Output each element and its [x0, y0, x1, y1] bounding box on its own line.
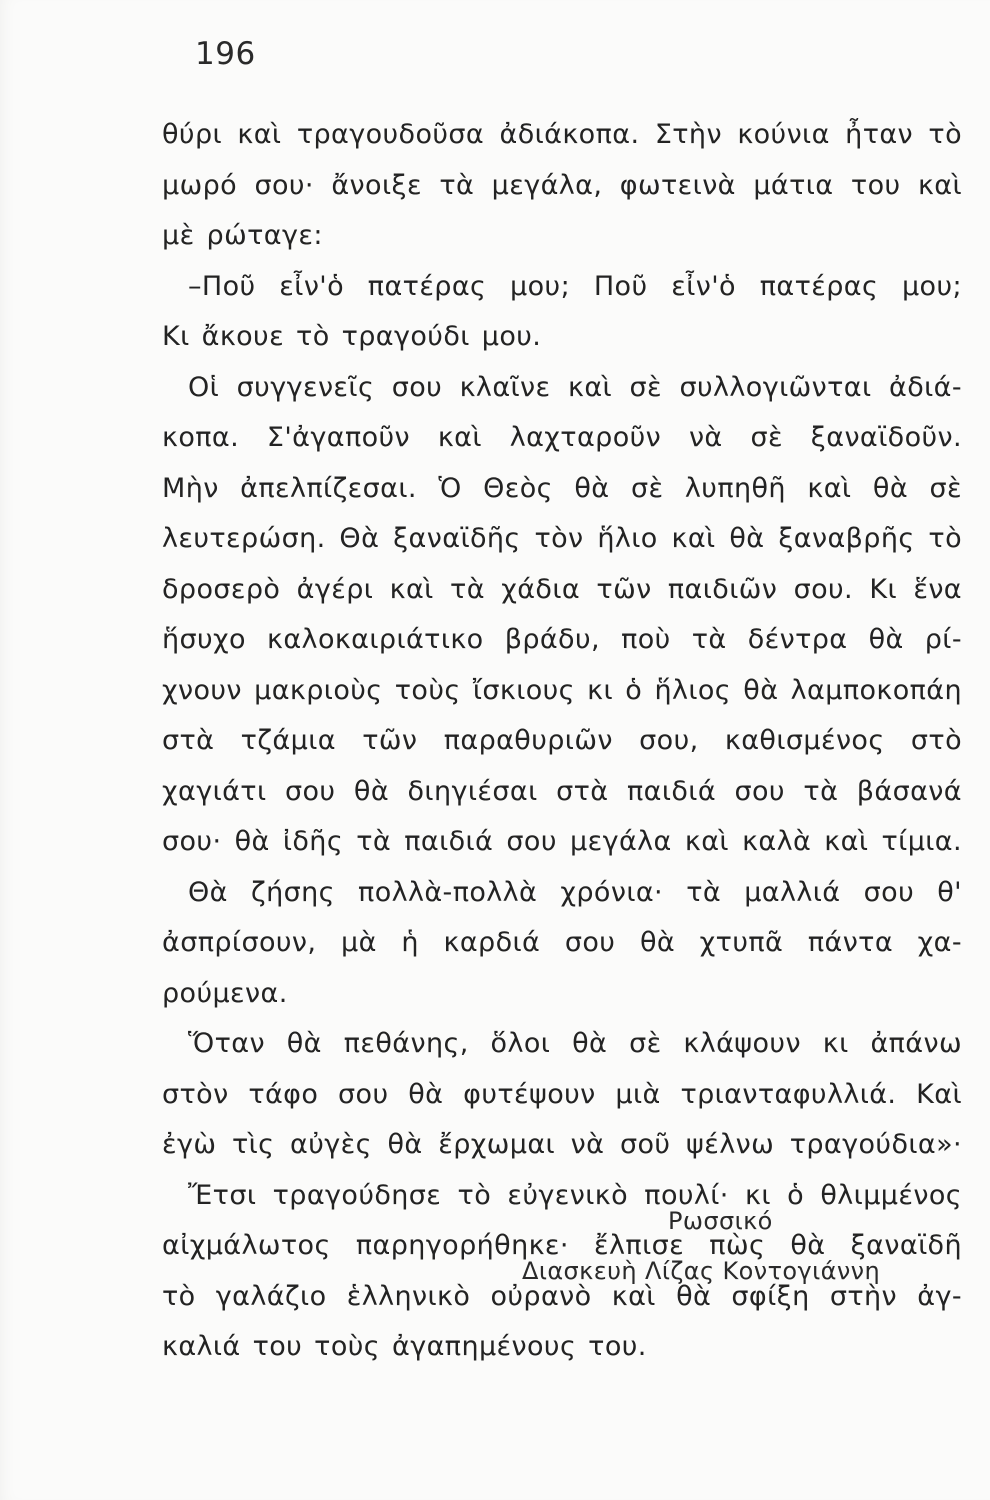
text-line: δροσερὸ ἀγέρι καὶ τὰ χάδια τῶν παιδιῶν σου. Κι ἕνα: [162, 573, 962, 605]
text-line: ἐγὼ τὶς αὐγὲς θὰ ἔρχωμαι νὰ σοῦ ψέλνω τραγούδια»·: [162, 1129, 962, 1160]
text-line: μὲ ρώταγε:: [162, 220, 323, 251]
origin-note: Ρωσσικό: [668, 1207, 773, 1235]
text-line: καλιά του τοὺς ἀγαπημένους του.: [162, 1331, 647, 1362]
text-line: χαγιάτι σου θὰ διηγιέσαι στὰ παιδιά σου τὰ βάσανά: [162, 775, 962, 807]
text-line: μωρό σου· ἄνοιξε τὰ μεγάλα, φωτεινὰ μάτια του καὶ: [162, 169, 962, 201]
text-line: χνουν μακριοὺς τοὺς ἴσκιους κι ὁ ἥλιος θὰ λαμποκοπάη: [162, 674, 962, 706]
text-line: Θὰ ζήσης πολλὰ-πολλὰ χρόνια· τὰ μαλλιά σου θ': [188, 876, 962, 908]
text-line: αἰχμάλωτος παρηγορήθηκε· ἔλπισε πὼς θὰ ξαναϊδῆ: [162, 1230, 962, 1261]
text-line: Ὅταν θὰ πεθάνης, ὅλοι θὰ σὲ κλάψουν κι ἀπάνω: [188, 1028, 962, 1059]
text-line: τὸ γαλάζιο ἑλληνικὸ οὐρανὸ καὶ θὰ σφίξη στὴν ἀγ-: [162, 1280, 962, 1312]
story-text: [162, 110, 962, 1373]
text-line: Μὴν ἀπελπίζεσαι. Ὁ Θεὸς θὰ σὲ λυπηθῆ καὶ θὰ σὲ: [162, 472, 962, 504]
text-line: ἥσυχο καλοκαιριάτικο βράδυ, ποὺ τὰ δέντρα θὰ ρί-: [162, 624, 962, 655]
adaptation-credit: Διασκευὴ Λίζας Κοντογιάννη: [522, 1257, 881, 1285]
text-line: θύρι καὶ τραγουδοῦσα ἀδιάκοπα. Στὴν κούνια ἦταν τὸ: [162, 119, 962, 150]
text-line: στὸν τάφο σου θὰ φυτέψουν μιὰ τριανταφυλλιά. Καὶ: [162, 1078, 962, 1110]
text-line: Κι ἄκουε τὸ τραγούδι μου.: [162, 321, 542, 352]
text-line: ἀσπρίσουν, μὰ ἡ καρδιά σου θὰ χτυπᾶ πάντα χα-: [162, 927, 962, 958]
text-line: Οἱ συγγενεῖς σου κλαῖνε καὶ σὲ συλλογιῶνται ἀδιά-: [188, 371, 962, 403]
text-line: λευτερώση. Θὰ ξαναϊδῆς τὸν ἥλιο καὶ θὰ ξαναβρῆς τὸ: [162, 523, 962, 554]
text-line: στὰ τζάμια τῶν παραθυριῶν σου, καθισμένος στὸ: [162, 725, 962, 756]
text-line: –Ποῦ εἶν'ὁ πατέρας μου; Ποῦ εἶν'ὁ πατέρας μου;: [188, 270, 962, 302]
text-line: Ἔτσι τραγούδησε τὸ εὐγενικὸ πουλί· κι ὁ θλιμμένος: [188, 1179, 962, 1211]
page-number: 196: [195, 36, 256, 72]
text-line: κοπα. Σ'ἀγαποῦν καὶ λαχταροῦν νὰ σὲ ξαναϊδοῦν.: [162, 422, 962, 453]
text-line: ρούμενα.: [162, 977, 288, 1009]
text-line: σου· θὰ ἰδῆς τὰ παιδιά σου μεγάλα καὶ καλὰ καὶ τίμια.: [162, 826, 962, 857]
